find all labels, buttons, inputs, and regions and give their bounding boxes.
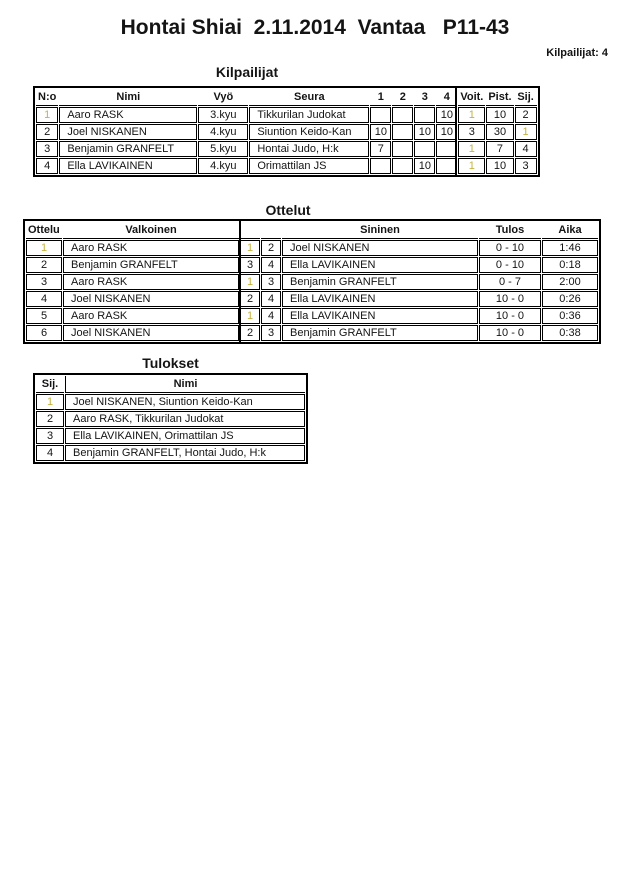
- ottelut-cell: 5: [26, 308, 62, 324]
- ottelut-column-header: [240, 222, 260, 239]
- kilpailijat-cell: 1: [515, 124, 537, 140]
- kilpailijat-cell: [370, 158, 391, 174]
- tulokset-row: [36, 445, 305, 461]
- ottelut-row: [26, 308, 598, 324]
- kilpailijat-cell: Siuntion Keido-Kan: [249, 124, 369, 140]
- ottelut-cell: Benjamin GRANFELT: [63, 257, 239, 273]
- tulokset-heading: Tulokset: [142, 355, 199, 371]
- kilpailijat-cell: [414, 141, 435, 157]
- ottelut-cell: 4: [261, 308, 281, 324]
- ottelut-cell: 2: [26, 257, 62, 273]
- kilpailijat-cell: Tikkurilan Judokat: [249, 107, 369, 123]
- tulokset-row: [36, 411, 305, 427]
- ottelut-cell: Aaro RASK: [63, 240, 239, 256]
- ottelut-heading: Ottelut: [265, 202, 311, 218]
- ottelut-header-row: [26, 222, 598, 239]
- ottelut-cell: Aaro RASK: [63, 308, 239, 324]
- tulokset-table: [33, 373, 308, 464]
- kilpailijat-cell: Aaro RASK: [59, 107, 197, 123]
- kilpailijat-column-header: Vyö: [198, 89, 248, 106]
- ottelut-cell: 0:26: [542, 291, 598, 307]
- kilpailijat-column-header: Pist.: [486, 89, 513, 106]
- tulokset-row: [36, 394, 305, 410]
- kilpailijat-cell: 1: [36, 107, 58, 123]
- ottelut-cell: 1: [26, 240, 62, 256]
- kilpailijat-cell: 30: [486, 124, 513, 140]
- ottelut-cell: 1: [240, 274, 260, 290]
- kilpailijat-cell: 5.kyu: [198, 141, 248, 157]
- tulokset-row: [36, 428, 305, 444]
- kilpailijat-column-header: Sij.: [515, 89, 537, 106]
- kilpailijat-cell: 1: [458, 141, 485, 157]
- ottelut-row: [26, 274, 598, 290]
- kilpailijat-cell: 2: [515, 107, 537, 123]
- ottelut-cell: Joel NISKANEN: [63, 325, 239, 341]
- ottelut-cell: 1: [240, 308, 260, 324]
- kilpailijat-cell: 3.kyu: [198, 107, 248, 123]
- kilpailijat-column-header: N:o: [36, 89, 58, 106]
- kilpailijat-cell: 4.kyu: [198, 158, 248, 174]
- ottelut-cell: 3: [261, 274, 281, 290]
- ottelut-column-header: Ottelu: [26, 222, 62, 239]
- kilpailijat-cell: 10: [414, 158, 435, 174]
- kilpailijat-cell: 10: [486, 107, 513, 123]
- voit-group-separator: [455, 88, 457, 175]
- ottelut-cell: 10 - 0: [479, 308, 541, 324]
- kilpailijat-cell: 4: [515, 141, 537, 157]
- kilpailijat-row: [36, 124, 537, 140]
- ottelut-cell: 0:36: [542, 308, 598, 324]
- ottelut-cell: Joel NISKANEN: [63, 291, 239, 307]
- ottelut-cell: 4: [261, 257, 281, 273]
- kilpailijat-cell: 10: [370, 124, 391, 140]
- kilpailijat-column-header: 3: [414, 89, 435, 106]
- kilpailijat-row: [36, 158, 537, 174]
- kilpailijat-cell: [392, 107, 413, 123]
- ottelut-cell: Benjamin GRANFELT: [282, 274, 478, 290]
- ottelut-cell: Benjamin GRANFELT: [282, 325, 478, 341]
- kilpailijat-column-header: 2: [392, 89, 413, 106]
- ottelut-cell: Aaro RASK: [63, 274, 239, 290]
- kilpailijat-cell: 10: [414, 124, 435, 140]
- tulokset-cell: 3: [36, 428, 64, 444]
- valkoinen-number-separator: [239, 221, 241, 342]
- ottelut-column-header: Sininen: [282, 222, 478, 239]
- tulokset-cell: 4: [36, 445, 64, 461]
- ottelut-cell: 0 - 10: [479, 240, 541, 256]
- ottelut-cell: 4: [26, 291, 62, 307]
- kilpailijat-cell: Hontai Judo, H:k: [249, 141, 369, 157]
- tulokset-cell: Ella LAVIKAINEN, Orimattilan JS: [65, 428, 305, 444]
- tulokset-column-header: Sij.: [36, 376, 64, 393]
- kilpailijat-cell: 1: [458, 107, 485, 123]
- kilpailijat-cell: [392, 141, 413, 157]
- kilpailijat-column-header: Voit.: [458, 89, 485, 106]
- ottelut-table: [23, 219, 601, 344]
- ottelut-cell: 4: [261, 291, 281, 307]
- ottelut-cell: 0 - 10: [479, 257, 541, 273]
- ottelut-row: [26, 291, 598, 307]
- tulokset-cell: Joel NISKANEN, Siuntion Keido-Kan: [65, 394, 305, 410]
- tulokset-cell: 1: [36, 394, 64, 410]
- kilpailijat-cell: 4: [36, 158, 58, 174]
- kilpailijat-cell: 3: [36, 141, 58, 157]
- ottelut-cell: 6: [26, 325, 62, 341]
- kilpailijat-row: [36, 141, 537, 157]
- ottelut-cell: 3: [240, 257, 260, 273]
- kilpailijat-cell: 3: [515, 158, 537, 174]
- kilpailijat-column-header: 4: [436, 89, 457, 106]
- ottelut-cell: 2:00: [542, 274, 598, 290]
- kilpailijat-column-header: 1: [370, 89, 391, 106]
- kilpailijat-cell: 10: [436, 107, 457, 123]
- ottelut-row: [26, 257, 598, 273]
- kilpailijat-column-header: Nimi: [59, 89, 197, 106]
- kilpailijat-cell: Benjamin GRANFELT: [59, 141, 197, 157]
- kilpailijat-cell: Joel NISKANEN: [59, 124, 197, 140]
- ottelut-row: [26, 240, 598, 256]
- kilpailijat-cell: 7: [486, 141, 513, 157]
- kilpailijat-table: [33, 86, 540, 177]
- ottelut-cell: 3: [26, 274, 62, 290]
- tulokset-cell: Aaro RASK, Tikkurilan Judokat: [65, 411, 305, 427]
- kilpailijat-cell: Orimattilan JS: [249, 158, 369, 174]
- ottelut-column-header: Valkoinen: [63, 222, 239, 239]
- kilpailijat-row: [36, 107, 537, 123]
- kilpailijat-cell: [392, 158, 413, 174]
- kilpailijat-cell: 10: [486, 158, 513, 174]
- tulokset-header-row: [36, 376, 305, 393]
- kilpailijat-cell: [370, 107, 391, 123]
- ottelut-cell: 1:46: [542, 240, 598, 256]
- ottelut-cell: 2: [261, 240, 281, 256]
- tulokset-column-header: Nimi: [65, 376, 305, 393]
- ottelut-column-header: [261, 222, 281, 239]
- kilpailijat-cell: [392, 124, 413, 140]
- ottelut-cell: 0:38: [542, 325, 598, 341]
- ottelut-cell: 10 - 0: [479, 291, 541, 307]
- kilpailijat-cell: Ella LAVIKAINEN: [59, 158, 197, 174]
- ottelut-column-header: Aika: [542, 222, 598, 239]
- ottelut-cell: Joel NISKANEN: [282, 240, 478, 256]
- kilpailijat-header-row: [36, 89, 537, 106]
- ottelut-row: [26, 325, 598, 341]
- competitor-count: Kilpailijat: 4: [546, 47, 608, 59]
- ottelut-cell: Ella LAVIKAINEN: [282, 291, 478, 307]
- kilpailijat-cell: 2: [36, 124, 58, 140]
- kilpailijat-column-header: Seura: [249, 89, 369, 106]
- ottelut-cell: 2: [240, 325, 260, 341]
- kilpailijat-cell: 10: [436, 124, 457, 140]
- ottelut-cell: 2: [240, 291, 260, 307]
- tulokset-cell: Benjamin GRANFELT, Hontai Judo, H:k: [65, 445, 305, 461]
- ottelut-cell: 1: [240, 240, 260, 256]
- kilpailijat-cell: 7: [370, 141, 391, 157]
- ottelut-cell: 10 - 0: [479, 325, 541, 341]
- kilpailijat-cell: 3: [458, 124, 485, 140]
- kilpailijat-cell: 4.kyu: [198, 124, 248, 140]
- ottelut-column-header: Tulos: [479, 222, 541, 239]
- tulokset-cell: 2: [36, 411, 64, 427]
- kilpailijat-cell: [414, 107, 435, 123]
- ottelut-cell: 0:18: [542, 257, 598, 273]
- ottelut-cell: 0 - 7: [479, 274, 541, 290]
- ottelut-cell: Ella LAVIKAINEN: [282, 257, 478, 273]
- kilpailijat-cell: 1: [458, 158, 485, 174]
- kilpailijat-heading: Kilpailijat: [215, 64, 279, 80]
- ottelut-cell: Ella LAVIKAINEN: [282, 308, 478, 324]
- page-title: Hontai Shiai 2.11.2014 Vantaa P11-43: [120, 16, 510, 39]
- ottelut-cell: 3: [261, 325, 281, 341]
